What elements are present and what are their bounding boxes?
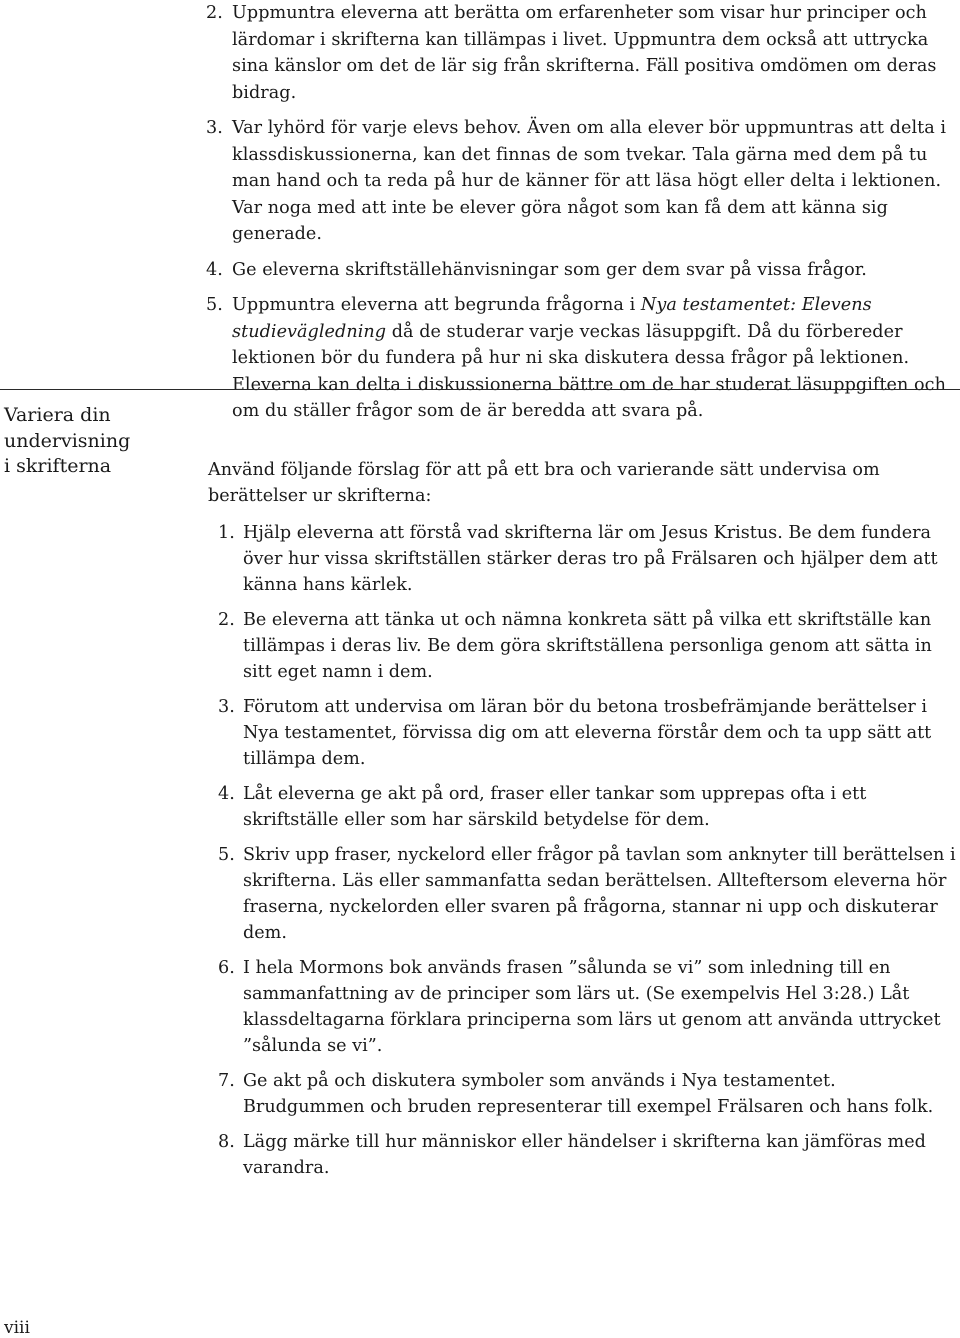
list-item-text: Ge akt på och diskutera symboler som används i Nya testamentet. Brudgummen och bruden representerar till exempel Frälsaren och hans folk. xyxy=(243,1071,934,1117)
list-item xyxy=(206,0,956,106)
section-divider xyxy=(0,389,960,390)
list-item-text: Skriv upp fraser, nyckelord eller frågor på tavlan som anknyter till berättelsen i skrifterna. Läs eller sammanfatta sedan berättelsen. Allteftersom eleverna hör fraserna, nyckelorden eller svaren på frågorna, stannar ni upp och diskuterar dem. xyxy=(243,845,956,943)
list-item-number: 4. xyxy=(206,259,223,280)
list-item xyxy=(208,1068,956,1120)
list-item-number: 2. xyxy=(218,610,235,630)
list-item xyxy=(208,781,956,833)
list-item-number: 8. xyxy=(218,1132,235,1152)
list-item-number: 4. xyxy=(218,784,235,804)
list-item-number: 2. xyxy=(206,3,223,23)
section-heading xyxy=(4,403,189,480)
list-item xyxy=(208,520,956,598)
list-item-text: Var lyhörd för varje elevs behov. Även om alla elever bör uppmuntras att delta i klassdiskussionerna, kan det finnas de som tvekar. Tala gärna med dem på tu man hand och ta reda på hur de känner för att läsa högt eller delta i lektionen. Var noga med att inte be elever göra något som kan få dem att känna sig generade. xyxy=(232,118,947,244)
list-item xyxy=(208,694,956,772)
list-item-text-end: då de studerar varje veckas läsuppgift. Då du förbereder lektionen bör du fundera på hur ni ska diskutera dessa frågor på lektionen. Eleverna kan delta i diskussionerna bättre om de har studerat läsuppgiften och om du ställer frågor som de är beredda att svara på. xyxy=(232,321,946,421)
list-item-text: I hela Mormons bok används frasen ”sålunda se vi” som inledning till en sammanfattning av de principer som lärs ut. (Se exempelvis Hel 3:28.) Låt klassdeltagarna förklara principerna som lärs ut genom att använda uttrycket ”sålunda se vi”. xyxy=(243,958,941,1056)
list-item-text-start: Uppmuntra eleverna att begrunda frågorna i xyxy=(232,295,641,315)
list-item-number: 6. xyxy=(218,958,235,978)
list-item xyxy=(208,955,956,1059)
list-item-number: 5. xyxy=(206,295,223,315)
list-item-text: Be eleverna att tänka ut och nämna konkreta sätt på vilka ett skriftställe kan tillämpas i deras liv. Be dem göra skriftställena personliga genom att sätta in sitt eget namn i dem. xyxy=(243,610,932,682)
list-item-text: Uppmuntra eleverna att berätta om erfarenheter som visar hur principer och lärdomar i skrifterna kan tillämpas i livet. Uppmuntra dem också att uttrycka sina känslor om det de lär sig från skrifterna. Fäll positiva omdömen om deras bidrag. xyxy=(232,3,937,103)
list-item-text: Ge eleverna skriftställehänvisningar som ger dem svar på vissa frågor. xyxy=(232,259,867,280)
section-heading-line: Variera din xyxy=(4,404,111,426)
list-item-number: 3. xyxy=(218,697,235,717)
section-intro: Använd följande förslag för att på ett bra och varierande sätt undervisa om berättelser ur skrifterna: xyxy=(208,460,880,506)
list-item-text: Låt eleverna ge akt på ord, fraser eller tankar som upprepas ofta i ett skriftställe eller som har särskild betydelse för dem. xyxy=(243,784,867,830)
list-item-number: 1. xyxy=(218,523,235,543)
book-title-italic: Nya testamentet: Elevens studievägledning xyxy=(232,295,872,342)
list-item xyxy=(208,842,956,946)
list-item-number: 3. xyxy=(206,118,223,138)
list-item xyxy=(208,607,956,685)
section-heading-line: undervisning xyxy=(4,429,131,452)
list-item-text: Hjälp eleverna att förstå vad skrifterna lär om Jesus Kristus. Be dem fundera över hur vissa skriftställen stärker deras tro på Frälsaren och hjälper dem att känna hans kärlek. xyxy=(243,523,938,595)
suggestion-list xyxy=(208,520,956,1190)
list-item-number: 5. xyxy=(218,845,235,865)
list-item xyxy=(206,292,956,425)
page-number: viii xyxy=(4,1318,30,1338)
list-item xyxy=(206,115,956,248)
previous-section-list xyxy=(206,0,956,434)
section-heading-line: i skrifterna xyxy=(4,455,112,477)
list-item-text: Förutom att undervisa om läran bör du betona trosbefrämjande berättelser i Nya testamentet, förvissa dig om att eleverna förstår dem och ta upp sätt att tillämpa dem. xyxy=(243,697,932,769)
list-item-text xyxy=(232,295,946,421)
list-item xyxy=(206,257,956,284)
list-item xyxy=(208,1129,956,1181)
list-item-text: Lägg märke till hur människor eller händelser i skrifterna kan jämföras med varandra. xyxy=(243,1132,926,1178)
list-item-number: 7. xyxy=(218,1071,235,1091)
